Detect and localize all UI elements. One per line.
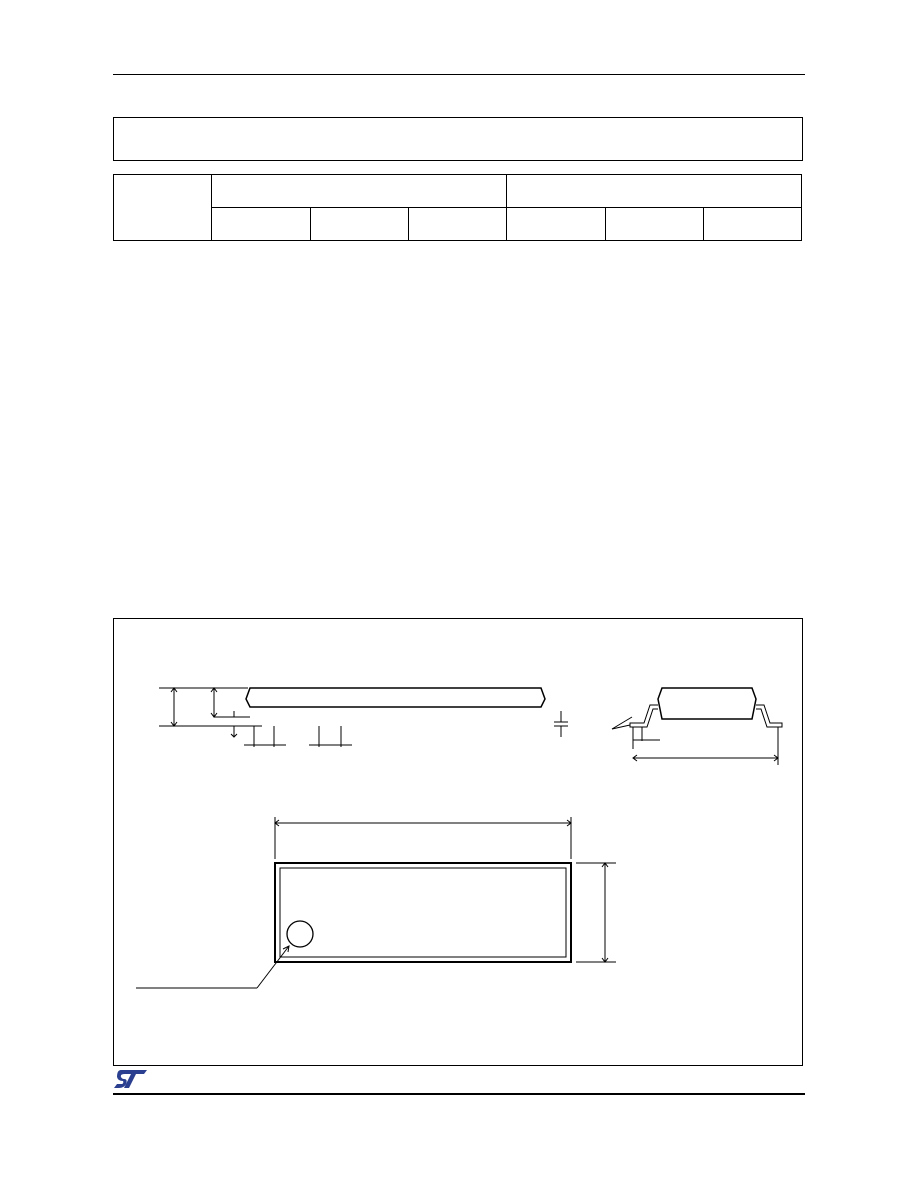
subheader-cell <box>704 208 802 241</box>
st-logo-icon <box>113 1068 149 1090</box>
end-view-lead-left <box>630 705 658 727</box>
header-cell-group-2 <box>507 175 802 208</box>
end-view-body <box>658 688 756 719</box>
header-rule <box>113 74 805 75</box>
subheader-cell <box>606 208 704 241</box>
footer-rule <box>113 1093 805 1095</box>
table-header-row <box>114 175 802 208</box>
subheader-cell <box>311 208 409 241</box>
package-drawing <box>114 619 802 1065</box>
header-cell-dim <box>114 175 212 241</box>
end-view-lead-right <box>756 705 782 727</box>
table-subheader-row <box>114 208 802 241</box>
subheader-cell <box>212 208 311 241</box>
package-drawing-box <box>113 618 803 1066</box>
dimensions-table <box>113 174 802 241</box>
pin1-marker <box>287 921 313 947</box>
subheader-cell <box>507 208 606 241</box>
table-title-box <box>113 117 803 161</box>
header-cell-group-1 <box>212 175 507 208</box>
side-view-body <box>246 688 545 707</box>
top-view-body <box>275 863 571 962</box>
subheader-cell <box>409 208 507 241</box>
